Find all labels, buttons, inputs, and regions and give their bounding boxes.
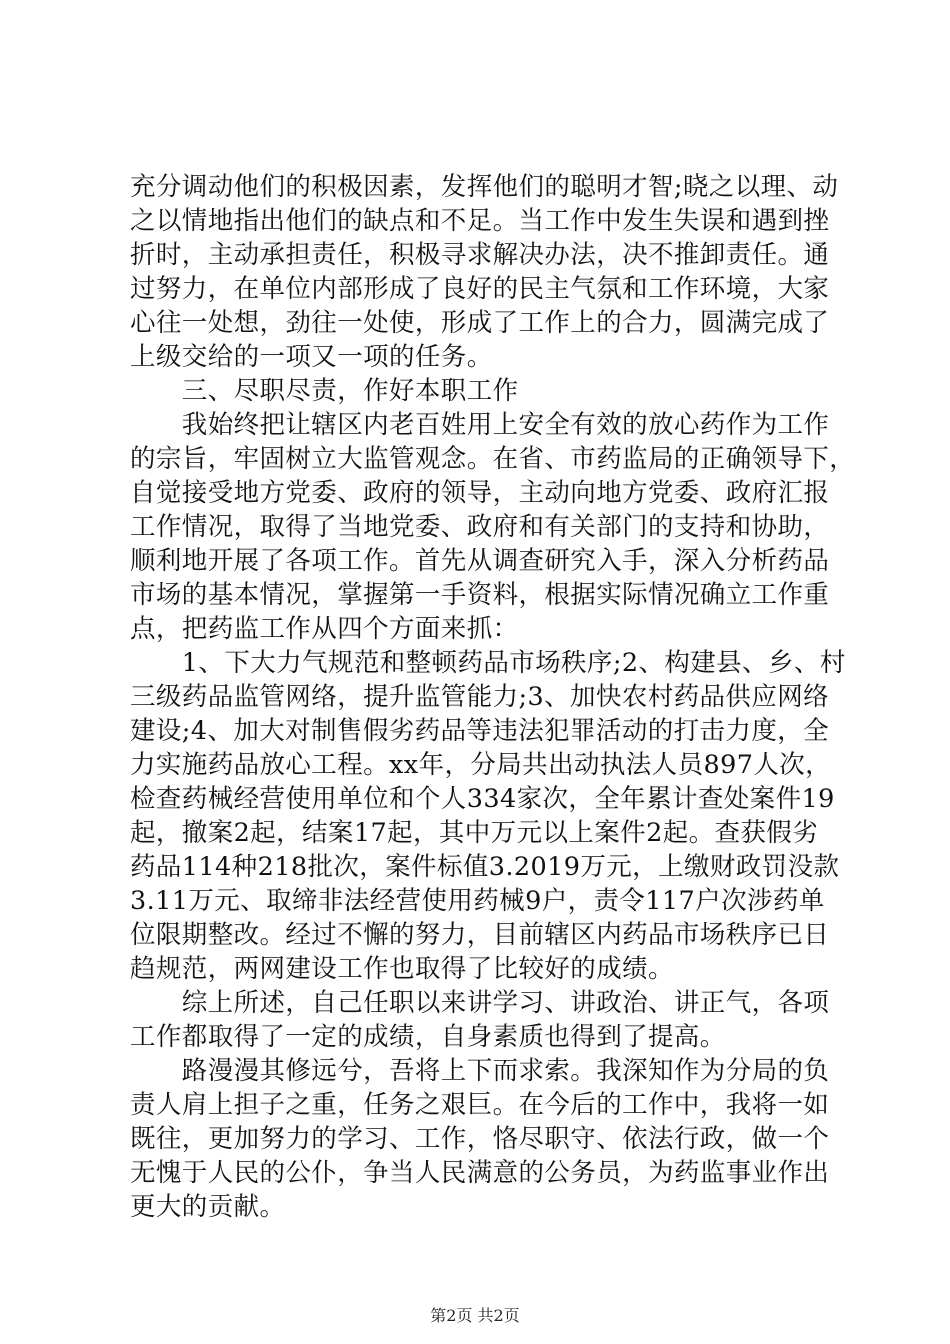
body-text-line: 趋规范，两网建设工作也取得了比较好的成绩。	[130, 954, 674, 984]
body-text-line: 市场的基本情况，掌握第一手资料，根据实际情况确立工作重	[130, 580, 830, 610]
body-text-line: 三级药品监管网络，提升监管能力;3、加快农村药品供应网络	[130, 682, 830, 712]
body-text-line: 折时，主动承担责任，积极寻求解决办法，决不推卸责任。通	[130, 240, 830, 270]
page-number-footer: 第2页 共2页	[430, 1306, 520, 1325]
body-text-line: 之以情地指出他们的缺点和不足。当工作中发生失误和遇到挫	[130, 206, 830, 236]
body-text-line: 1、下大力气规范和整顿药品市场秩序;2、构建县、乡、村	[130, 648, 846, 678]
body-text-line: 综上所述，自己任职以来讲学习、讲政治、讲正气，各项	[130, 988, 830, 1018]
body-text-line: 点，把药监工作从四个方面来抓：	[130, 614, 519, 644]
body-text-line: 顺利地开展了各项工作。首先从调查研究入手，深入分析药品	[130, 546, 830, 576]
body-text-line: 充分调动他们的积极因素，发挥他们的聪明才智;晓之以理、动	[130, 172, 839, 202]
body-text-line: 的宗旨，牢固树立大监管观念。在省、市药监局的正确领导下，	[130, 444, 856, 474]
body-text-line: 过努力，在单位内部形成了良好的民主气氛和工作环境，大家	[130, 274, 830, 304]
body-text-line: 工作都取得了一定的成绩，自身素质也得到了提高。	[130, 1022, 726, 1052]
body-text-line: 上级交给的一项又一项的任务。	[130, 342, 493, 372]
body-text-line: 3.11万元、取缔非法经营使用药械9户，责令117户次涉药单	[130, 886, 825, 916]
body-text-line: 力实施药品放心工程。xx年，分局共出动执法人员897人次，	[130, 750, 832, 780]
body-text-line: 更大的贡献。	[130, 1192, 286, 1222]
body-text-line: 位限期整改。经过不懈的努力，目前辖区内药品市场秩序已日	[130, 920, 830, 950]
body-text-line: 工作情况，取得了当地党委、政府和有关部门的支持和协助，	[130, 512, 830, 542]
body-text-line: 心往一处想，劲往一处使，形成了工作上的合力，圆满完成了	[130, 308, 830, 338]
body-text-line: 检查药械经营使用单位和个人334家次，全年累计查处案件19	[130, 784, 835, 814]
body-text-line: 建设;4、加大对制售假劣药品等违法犯罪活动的打击力度，全	[130, 716, 830, 746]
body-text-line: 我始终把让辖区内老百姓用上安全有效的放心药作为工作	[130, 410, 830, 440]
body-text-line: 药品114种218批次，案件标值3.2019万元，上缴财政罚没款	[130, 852, 840, 882]
body-text-line: 无愧于人民的公仆，争当人民满意的公务员，为药监事业作出	[130, 1158, 830, 1188]
body-text-line: 责人肩上担子之重，任务之艰巨。在今后的工作中，我将一如	[130, 1090, 830, 1120]
body-text-line: 自觉接受地方党委、政府的领导，主动向地方党委、政府汇报	[130, 478, 830, 508]
body-text-line: 起，撤案2起，结案17起，其中万元以上案件2起。查获假劣	[130, 818, 819, 848]
section-heading: 三、尽职尽责，作好本职工作	[130, 376, 519, 406]
body-text-line: 既往，更加努力的学习、工作，恪尽职守、依法行政，做一个	[130, 1124, 830, 1154]
body-text-line: 路漫漫其修远兮，吾将上下而求索。我深知作为分局的负	[130, 1056, 830, 1086]
